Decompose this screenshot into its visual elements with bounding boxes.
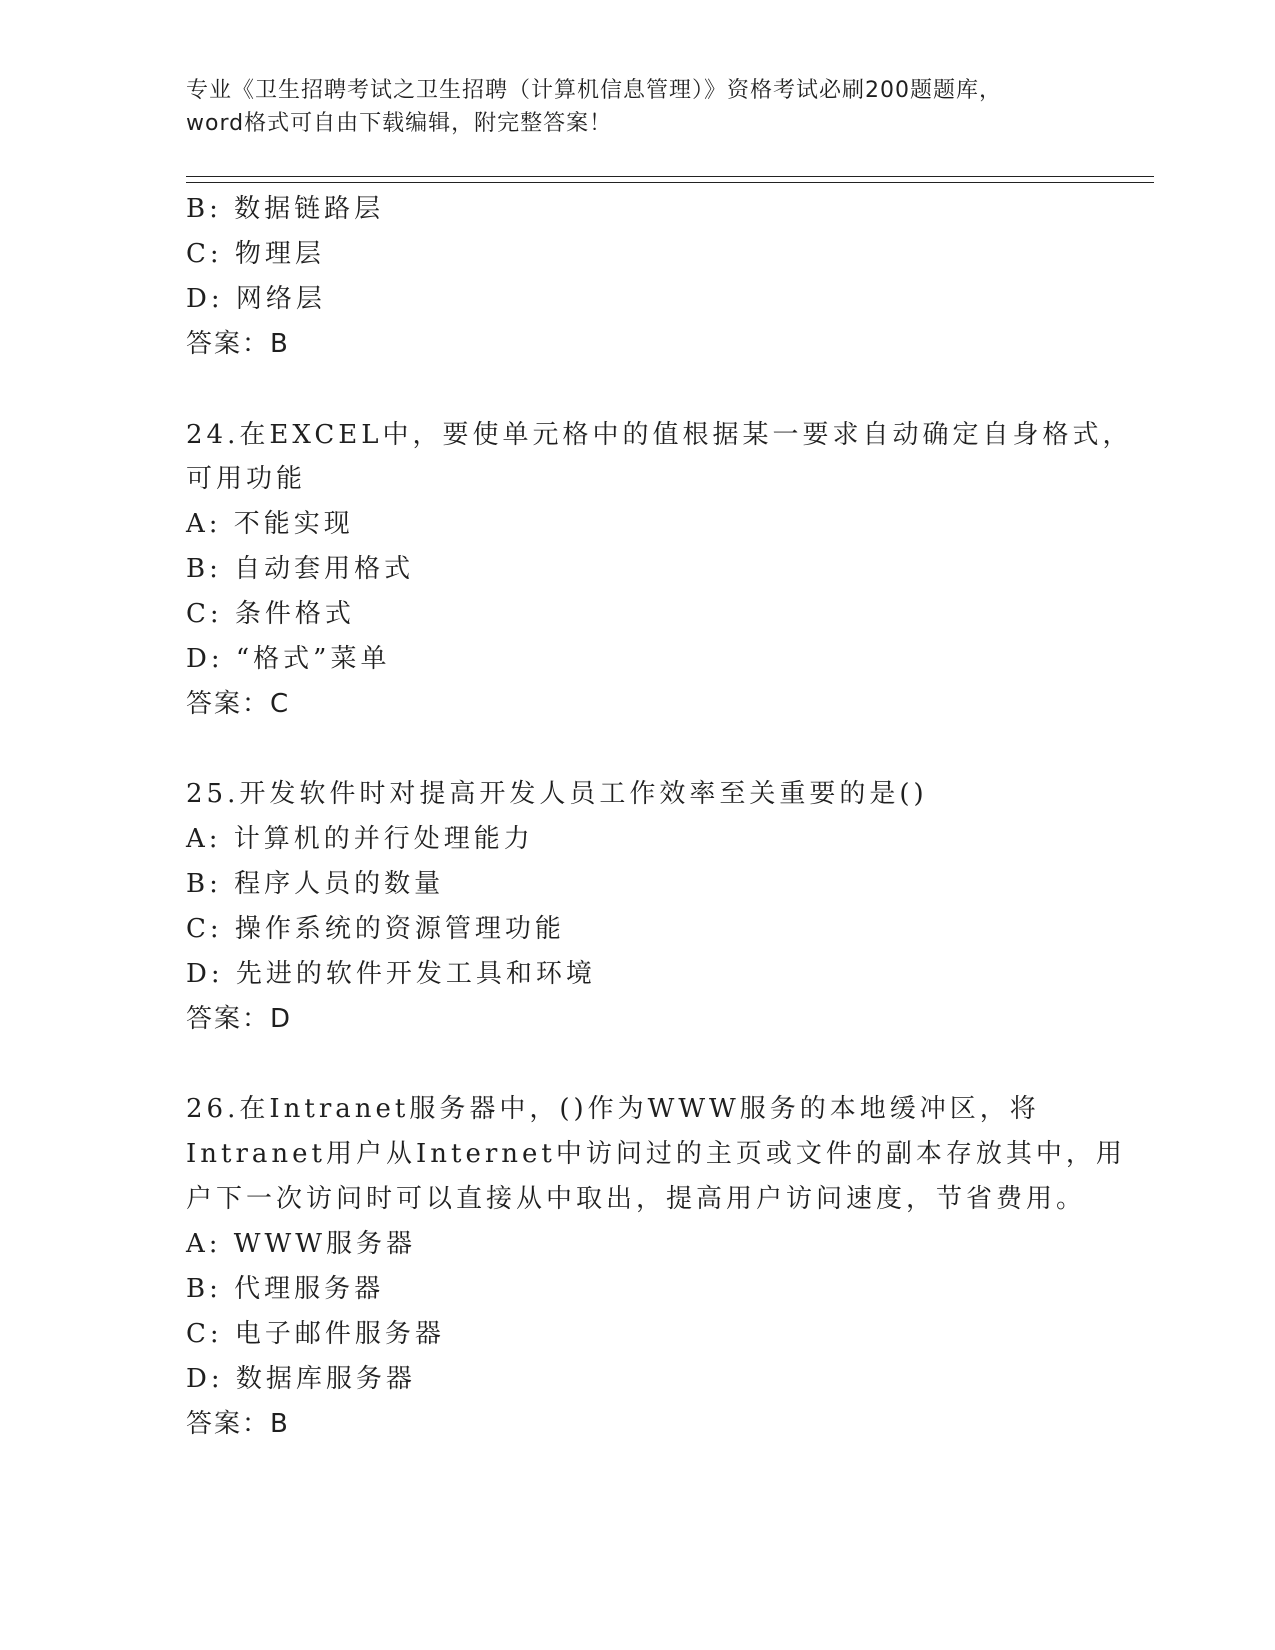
q25-question-line-1: 25.开发软件时对提高开发人员工作效率至关重要的是() — [186, 779, 928, 809]
document-header — [186, 74, 1086, 140]
q26-option-d: D: 数据库服务器 — [186, 1364, 416, 1394]
q26-option-a: A: WWW服务器 — [186, 1229, 416, 1259]
q26-question-line-1: 26.在Intranet服务器中，()作为WWW服务的本地缓冲区，将 — [186, 1094, 1040, 1124]
q25-option-b: B: 程序人员的数量 — [186, 869, 445, 899]
q23-answer: 答案：B — [186, 329, 290, 359]
q24-option-b: B: 自动套用格式 — [186, 554, 415, 584]
q26-option-b: B: 代理服务器 — [186, 1274, 385, 1304]
q24-question-line-1: 24.在EXCEL中，要使单元格中的值根据某一要求自动确定自身格式， — [186, 420, 1133, 450]
q25-answer: 答案：D — [186, 1004, 293, 1034]
q26-question-line-3: 户下一次访问时可以直接从中取出，提高用户访问速度，节省费用。 — [186, 1184, 1087, 1214]
q24-answer: 答案：C — [186, 689, 291, 719]
header-rule-top — [186, 176, 1154, 177]
q23-option-c: C: 物理层 — [186, 239, 325, 269]
header-line-2: word格式可自由下载编辑，附完整答案！ — [186, 111, 613, 136]
q23-option-b: B: 数据链路层 — [186, 194, 385, 224]
q23-option-d: D: 网络层 — [186, 284, 326, 314]
q24-question-line-2: 可用功能 — [186, 464, 307, 494]
q24-option-c: C: 条件格式 — [186, 599, 355, 629]
q26-answer: 答案：B — [186, 1409, 290, 1439]
header-rule-bottom — [186, 182, 1154, 183]
q24-option-a: A: 不能实现 — [186, 509, 354, 539]
q24-option-d: D: “格式”菜单 — [186, 644, 391, 674]
q26-question-line-2: Intranet用户从Internet中访问过的主页或文件的副本存放其中，用 — [186, 1139, 1126, 1169]
header-line-1: 专业《卫生招聘考试之卫生招聘（计算机信息管理）》资格考试必刷200题题库， — [186, 78, 1002, 103]
q25-option-a: A: 计算机的并行处理能力 — [186, 824, 534, 854]
q25-option-c: C: 操作系统的资源管理功能 — [186, 914, 565, 944]
q26-option-c: C: 电子邮件服务器 — [186, 1319, 445, 1349]
q25-option-d: D: 先进的软件开发工具和环境 — [186, 959, 596, 989]
